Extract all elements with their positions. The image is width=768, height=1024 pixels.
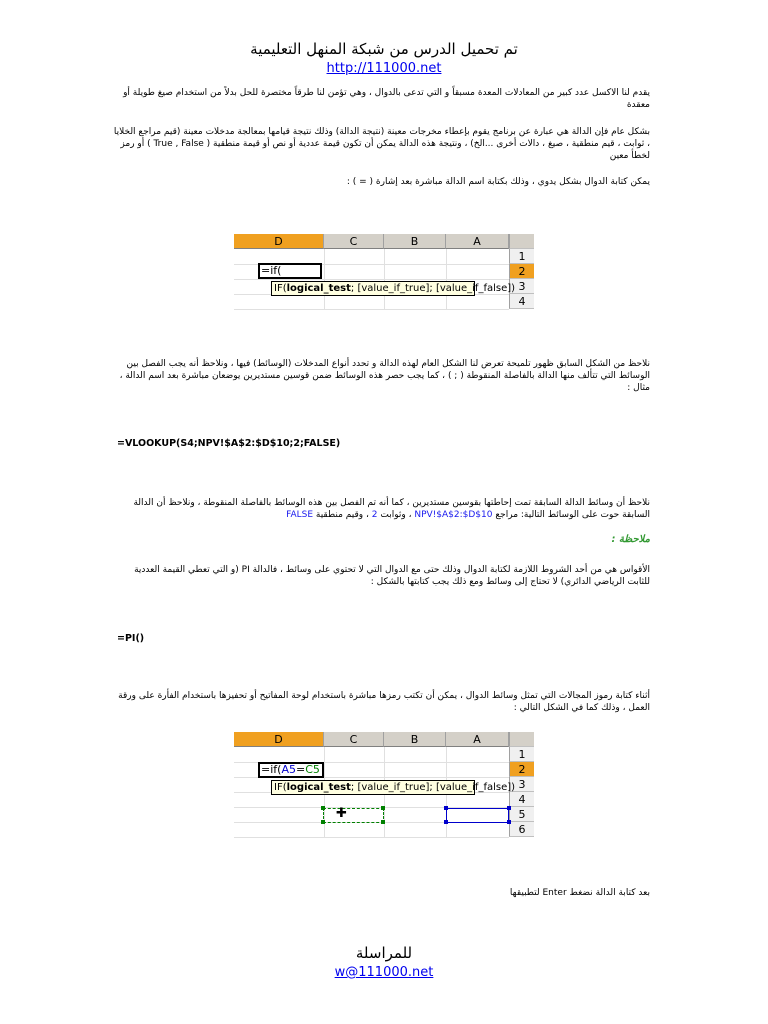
row-header: 4	[509, 792, 534, 807]
footer-email-link[interactable]: w@111000.net	[334, 965, 434, 980]
note-heading: ملاحظة :	[611, 534, 650, 545]
paragraph-enter: بعد كتابة الدالة نضغط Enter لتطبيقها	[509, 888, 650, 898]
row-header: 3	[509, 279, 534, 294]
column-header: C	[324, 732, 384, 747]
column-header: D	[234, 732, 324, 747]
row-header: 1	[509, 747, 534, 762]
range-marquee-c5[interactable]	[323, 808, 384, 823]
cursor-cross-icon: ✚	[336, 806, 347, 821]
paragraph-mouse-ranges: أثناء كتابة رموز المجالات التي تمثل وسائط الدوال ، يمكن أن تكتب رمزها مباشرة باستخدام لوحة المفاتيح أو تحفيزها باستخدام الفأرة على ورقة العمل ، وذلك كما في الشكل التالي :	[118, 691, 650, 713]
function-tooltip: IF(logical_test; [value_if_true]; [value_if_false])	[271, 780, 475, 795]
row-header: 2	[509, 762, 534, 777]
paragraph-definition: بشكل عام فإن الدالة هي عبارة عن برنامج يقوم بإعطاء مخرجات معينة (نتيجة الدالة) وذلك نتيجة قيامها بمعالجة مدخلات معينة (قيم مراجع الخلايا ، ثوابت ، قيم منطقية ، صيغ ، دالات أخرى ...الخ) ، ونتيجة هذه الدالة يمكن أن تكون قيمة عددية أو نص أو قيمة منطقية ( True , False ) أو رمز لخطأ معين	[113, 127, 650, 161]
spreadsheet-figure-2	[234, 732, 534, 839]
column-header: A	[446, 732, 509, 747]
code-pi: =PI()	[117, 633, 145, 644]
row-header: 3	[509, 777, 534, 792]
column-header: D	[234, 234, 324, 249]
column-header: B	[384, 234, 446, 249]
corner-header	[509, 732, 534, 747]
column-header: C	[324, 234, 384, 249]
column-header: A	[446, 234, 509, 249]
paragraph-manual-entry: يمكن كتابة الدوال بشكل يدوي ، وذلك بكتابة اسم الدالة مباشرة بعد إشارة ( = ) :	[346, 177, 650, 187]
footer-title: للمراسلة	[355, 944, 413, 962]
row-header: 4	[509, 294, 534, 309]
row-header: 5	[509, 807, 534, 822]
code-vlookup: =VLOOKUP(S4;NPV!$A$2:$D$10;2;FALSE)	[117, 438, 341, 449]
row-header: 2	[509, 264, 534, 279]
row-header: 1	[509, 249, 534, 264]
formula-cell-editor[interactable]: =if(	[258, 263, 322, 279]
paragraph-intro: يقدم لنا الاكسل عدد كبير من المعادلات المعدة مسبقاً و التي تدعى بالدوال ، وهي تؤمن لنا طرقاً مختصرة للحل بدلاً من استخدام صيغ طويلة أو معقدة	[123, 88, 650, 110]
range-selection-a5[interactable]	[446, 808, 509, 823]
function-tooltip: IF(logical_test; [value_if_true]; [value_if_false])	[271, 281, 475, 296]
paragraph-tooltip-note: نلاحظ من الشكل السابق ظهور تلميحة تعرض لنا الشكل العام لهذه الدالة و تحدد أنواع المدخلات (الوسائط) فيها ، ونلاحظ أنه يجب الفصل بين الوسائط التي تتألف منها الدالة بالفاصلة المنقوطة ( ; ) ، كما يجب حصر هذه الوسائط ضمن قوسين مستديرين يوضعان مباشرة بعد اسم الدالة ، مثال :	[119, 359, 650, 393]
page-title: تم تحميل الدرس من شبكة المنهل التعليمية	[250, 40, 518, 58]
row-header: 6	[509, 822, 534, 837]
corner-header	[509, 234, 534, 249]
formula-cell-editor[interactable]: =if(A5=C5	[258, 762, 324, 778]
paragraph-arguments: نلاحظ أن وسائط الدالة السابقة تمت إحاطتها بقوسين مستديرين ، كما أنه تم الفصل بين هذه الوسائط بالفاصلة المنقوطة ، ونلاحظ أن الدالة السابقة حوت على الوسائط التالية: مراجع NPV!$A$2:$D$10 ، وثوابت 2 ، وقيم منطقية FALSE	[133, 498, 650, 520]
column-header: B	[384, 732, 446, 747]
header-link[interactable]: http://111000.net	[326, 61, 442, 76]
paragraph-pi: الأقواس هي من أحد الشروط اللازمة لكتابة الدوال وذلك حتى مع الدوال التي لا تحتوي على وسائط ، فالدالة PI (و التي تعطي القيمة العددية للثابت الرياضي الدائري) لا تحتاج إلى وسائط ومع ذلك يجب كتابتها بالشكل :	[134, 565, 650, 587]
spreadsheet-figure-1	[234, 234, 534, 311]
